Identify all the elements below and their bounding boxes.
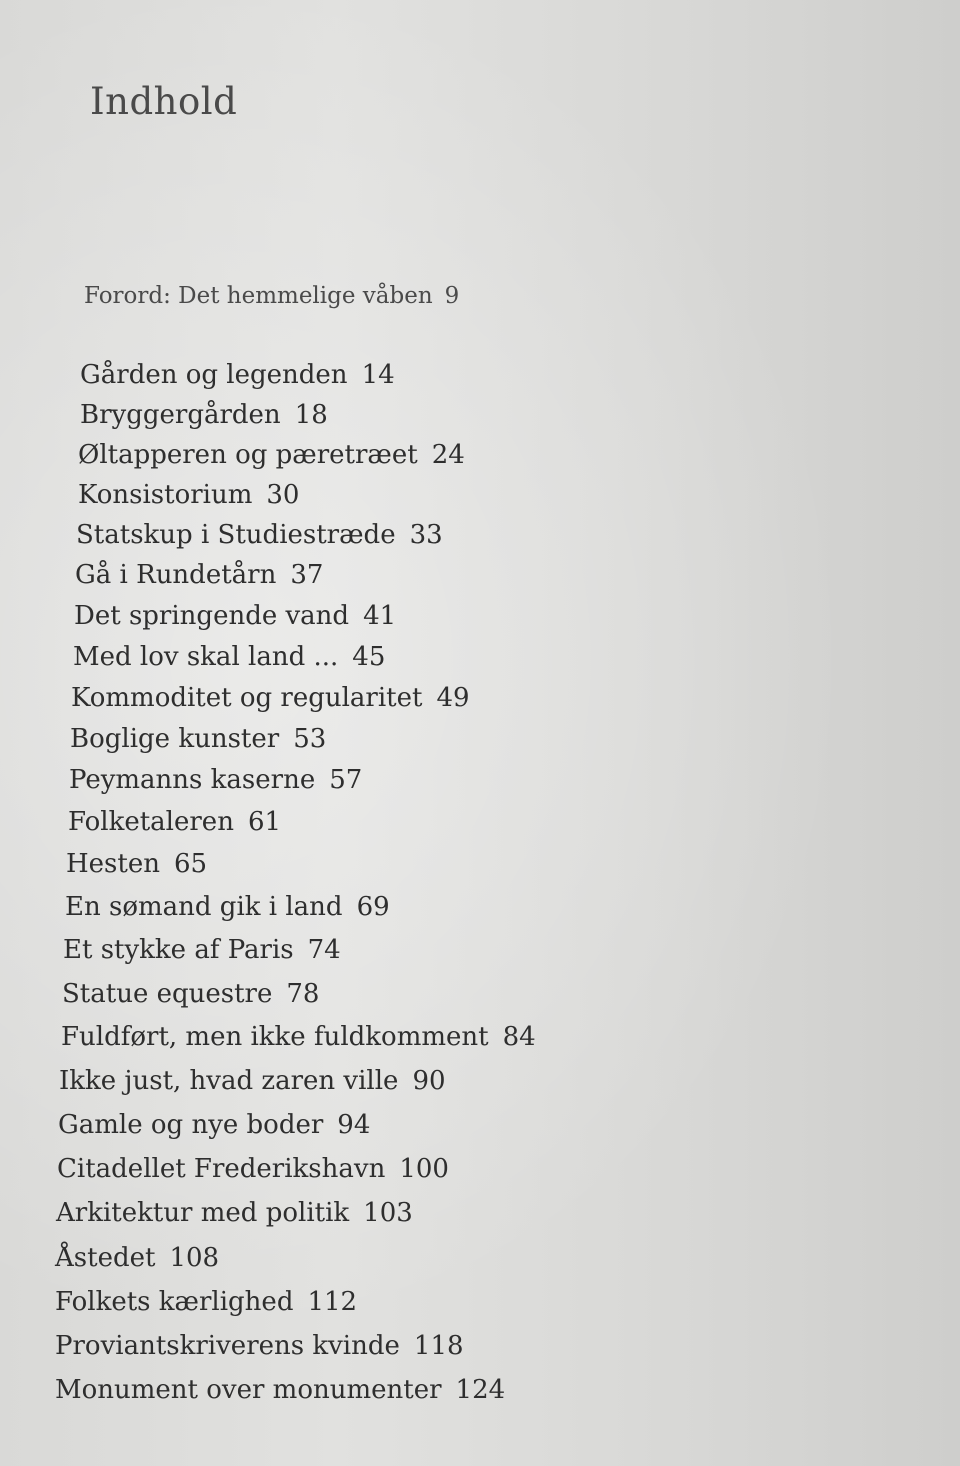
toc-entry	[65, 894, 390, 920]
toc-entry-page-number: 57	[329, 765, 363, 795]
toc-entry-title: Gamle og nye boder	[58, 1110, 324, 1140]
toc-entry-title: Åstedet	[55, 1243, 156, 1273]
toc-entry-page-number: 84	[502, 1022, 536, 1052]
toc-entry-page-number: 108	[169, 1243, 220, 1273]
toc-entry-title: Med lov skal land ...	[73, 642, 339, 672]
toc-entry-page-number: 14	[361, 360, 395, 390]
toc-entry	[55, 1377, 505, 1403]
toc-entry	[80, 402, 328, 428]
toc-entry-title: Boglige kunster	[70, 724, 280, 754]
toc-entry-page-number: 65	[173, 849, 208, 879]
toc-entry-title: Statue equestre	[62, 979, 273, 1009]
toc-entry-page-number: 24	[431, 440, 465, 470]
toc-entry-page-number: 18	[294, 400, 328, 430]
toc-entry-page-number: 53	[293, 724, 327, 754]
toc-entry-title: Citadellet Frederikshavn	[57, 1154, 386, 1184]
toc-entry-title: Gården og legenden	[80, 360, 348, 390]
toc-entry-page-number: 118	[413, 1331, 464, 1361]
foreword-title: Forord: Det hemmelige våben	[84, 283, 433, 309]
toc-entry	[80, 362, 395, 388]
toc-entry-page-number: 90	[412, 1066, 446, 1096]
foreword-page-number: 9	[444, 283, 460, 309]
toc-entry-page-number: 103	[363, 1198, 413, 1228]
toc-entry	[68, 809, 281, 835]
toc-entry-page-number: 78	[286, 979, 320, 1009]
toc-entry	[74, 603, 396, 629]
toc-entry	[55, 1289, 357, 1315]
toc-entry-page-number: 61	[247, 807, 282, 837]
toc-entry	[70, 726, 326, 752]
toc-entry-title: Konsistorium	[78, 480, 253, 510]
toc-entry-title: Folkets kærlighed	[55, 1287, 294, 1317]
toc-entry-page-number: 94	[337, 1110, 371, 1140]
toc-entry	[55, 1333, 464, 1359]
toc-entry-title: En sømand gik i land	[65, 892, 343, 922]
toc-entry	[78, 482, 299, 508]
toc-entry-page-number: 69	[356, 892, 390, 922]
toc-entry	[63, 937, 341, 963]
toc-entry-page-number: 37	[290, 560, 324, 590]
toc-entry	[73, 644, 385, 670]
toc-entry-title: Arkitektur med politik	[56, 1198, 350, 1228]
toc-entry	[62, 981, 319, 1007]
toc-entry-page-number: 45	[352, 642, 386, 672]
toc-entry	[71, 685, 470, 711]
toc-entry	[61, 1024, 536, 1050]
toc-entry	[59, 1068, 446, 1094]
toc-entry-page-number: 30	[266, 480, 300, 510]
toc-entry-page-number: 49	[436, 683, 470, 713]
page-title: Indhold	[90, 80, 238, 123]
toc-entry-page-number: 74	[307, 935, 341, 965]
toc-entry	[78, 442, 465, 468]
toc-entry-page-number: 124	[455, 1375, 506, 1405]
toc-entry-title: Proviantskriverens kvinde	[55, 1331, 400, 1361]
toc-entry-title: Gå i Rundetårn	[75, 560, 277, 590]
toc-entry-title: Fuldført, men ikke fuldkomment	[61, 1022, 489, 1052]
toc-entry-page-number: 112	[307, 1287, 358, 1317]
toc-entry-title: Folketaleren	[68, 807, 234, 837]
toc-entry-title: Statskup i Studiestræde	[76, 520, 396, 550]
toc-entry	[69, 767, 362, 793]
toc-entry	[75, 562, 323, 588]
toc-entry	[56, 1200, 413, 1226]
toc-entry	[57, 1156, 449, 1182]
toc-entry	[66, 851, 207, 877]
toc-entry-title: Ikke just, hvad zaren ville	[59, 1066, 399, 1096]
toc-entry-page-number: 41	[363, 601, 397, 631]
toc-entry-page-number: 33	[409, 520, 443, 550]
toc-entry-title: Bryggergården	[80, 400, 281, 430]
toc-entry-title: Et stykke af Paris	[63, 935, 294, 965]
toc-entry	[76, 522, 443, 548]
toc-entry-title: Hesten	[66, 849, 160, 879]
toc-entry	[55, 1245, 219, 1271]
toc-entry-page-number: 100	[399, 1154, 449, 1184]
toc-entry-title: Peymanns kaserne	[69, 765, 316, 795]
toc-entry-title: Monument over monumenter	[55, 1375, 442, 1405]
toc-entry-title: Øltapperen og pæretræet	[78, 440, 418, 470]
toc-entry-title: Det springende vand	[74, 601, 350, 631]
toc-entry-title: Kommoditet og regularitet	[71, 683, 423, 713]
toc-entry	[58, 1112, 370, 1138]
